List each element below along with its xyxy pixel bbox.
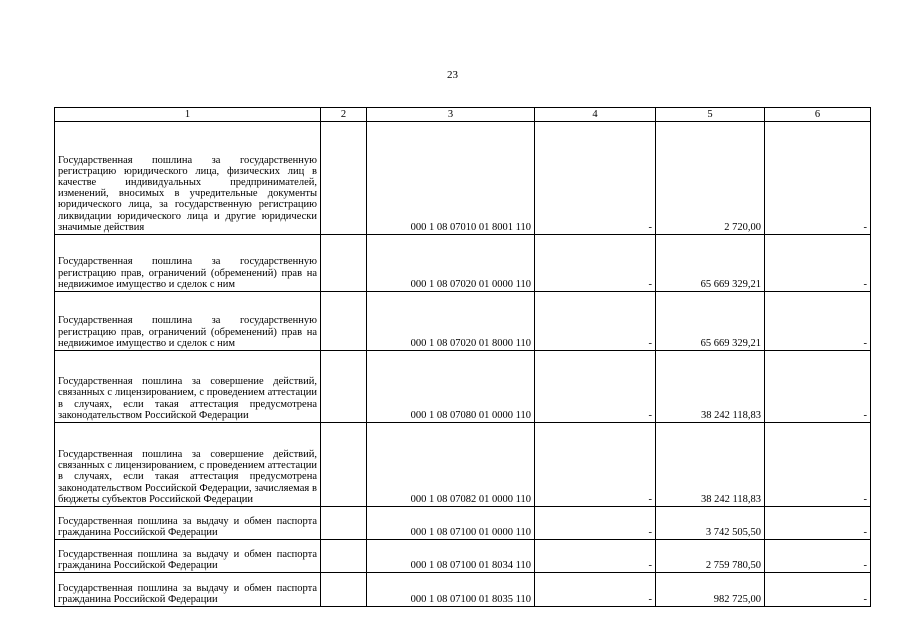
- row-amount: 38 242 118,83: [656, 423, 765, 507]
- row-amount: 2 759 780,50: [656, 540, 765, 573]
- row-code: 000 1 08 07100 01 8035 110: [367, 573, 535, 607]
- row-col2: [321, 292, 367, 351]
- row-amount: 65 669 329,21: [656, 235, 765, 292]
- row-name: Государственная пошлина за совершение действий, связанных с лицензированием, с проведением аттестации в случаях, если такая аттестация предусмотрена законодательством Российской Федерации, зачисляемая в бюджеты субъектов Российской Федерации: [55, 423, 321, 507]
- row-col4: -: [535, 351, 656, 423]
- row-col4: -: [535, 507, 656, 540]
- column-header-5: 5: [656, 108, 765, 122]
- column-header-1: 1: [55, 108, 321, 122]
- table-row: [55, 540, 871, 573]
- row-name: Государственная пошлина за государственную регистрацию юридического лица, физических лиц в качестве индивидуальных предпринимателей, изменений, вносимых в учредительные документы юридического лица, за государственную регистрацию ликвидации юридического лица и другие юридически значимые действия: [55, 122, 321, 235]
- row-code: 000 1 08 07082 01 0000 110: [367, 423, 535, 507]
- table-row: [55, 235, 871, 292]
- row-col6: -: [765, 573, 871, 607]
- row-col2: [321, 423, 367, 507]
- row-name: Государственная пошлина за государственную регистрацию прав, ограничений (обременений) прав на недвижимое имущество и сделок с ним: [55, 235, 321, 292]
- row-amount: 2 720,00: [656, 122, 765, 235]
- row-col6: -: [765, 292, 871, 351]
- row-name: Государственная пошлина за государственную регистрацию прав, ограничений (обременений) прав на недвижимое имущество и сделок с ним: [55, 292, 321, 351]
- row-name: Государственная пошлина за совершение действий, связанных с лицензированием, с проведением аттестации в случаях, если такая аттестация предусмотрена законодательством Российской Федерации: [55, 351, 321, 423]
- column-header-6: 6: [765, 108, 871, 122]
- row-col6: -: [765, 423, 871, 507]
- table-row: [55, 122, 871, 235]
- row-col2: [321, 122, 367, 235]
- row-code: 000 1 08 07010 01 8001 110: [367, 122, 535, 235]
- table-row: [55, 423, 871, 507]
- row-col4: -: [535, 573, 656, 607]
- row-col4: -: [535, 423, 656, 507]
- table-header-row: [55, 108, 871, 122]
- table-row: [55, 351, 871, 423]
- row-col6: -: [765, 351, 871, 423]
- row-amount: 38 242 118,83: [656, 351, 765, 423]
- row-name: Государственная пошлина за выдачу и обмен паспорта гражданина Российской Федерации: [55, 540, 321, 573]
- row-amount: 3 742 505,50: [656, 507, 765, 540]
- table-row: [55, 507, 871, 540]
- table-row: [55, 292, 871, 351]
- table-row: [55, 573, 871, 607]
- row-col2: [321, 540, 367, 573]
- row-col6: -: [765, 507, 871, 540]
- row-col2: [321, 351, 367, 423]
- row-code: 000 1 08 07080 01 0000 110: [367, 351, 535, 423]
- row-col6: -: [765, 122, 871, 235]
- row-col4: -: [535, 540, 656, 573]
- row-code: 000 1 08 07100 01 8034 110: [367, 540, 535, 573]
- row-col2: [321, 235, 367, 292]
- row-col4: -: [535, 292, 656, 351]
- row-col4: -: [535, 235, 656, 292]
- column-header-2: 2: [321, 108, 367, 122]
- row-amount: 65 669 329,21: [656, 292, 765, 351]
- row-col2: [321, 507, 367, 540]
- row-col6: -: [765, 540, 871, 573]
- column-header-3: 3: [367, 108, 535, 122]
- row-code: 000 1 08 07100 01 0000 110: [367, 507, 535, 540]
- column-header-4: 4: [535, 108, 656, 122]
- row-col6: -: [765, 235, 871, 292]
- row-name: Государственная пошлина за выдачу и обмен паспорта гражданина Российской Федерации: [55, 573, 321, 607]
- row-name: Государственная пошлина за выдачу и обмен паспорта гражданина Российской Федерации: [55, 507, 321, 540]
- row-col2: [321, 573, 367, 607]
- page-number: 23: [447, 69, 458, 81]
- row-code: 000 1 08 07020 01 0000 110: [367, 235, 535, 292]
- row-code: 000 1 08 07020 01 8000 110: [367, 292, 535, 351]
- row-amount: 982 725,00: [656, 573, 765, 607]
- row-col4: -: [535, 122, 656, 235]
- budget-table: [54, 107, 871, 607]
